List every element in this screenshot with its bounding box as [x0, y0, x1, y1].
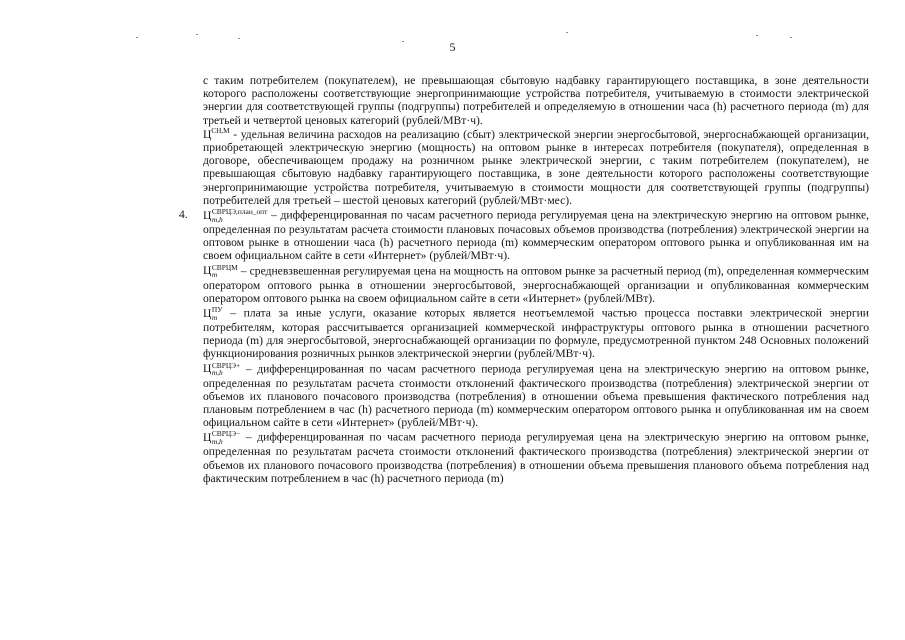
definition-svrce-minus	[203, 430, 869, 485]
definition-text: – средневзвешенная регулируемая цена на мощность на оптовом рынке за расчетный период (m), определенная коммерческим оператором оптового рынка в отношении энергосбытовой, энергоснабжающей организации и опубликованная коммерческим оператором оптового рынка на своем официальном сайте в сети «Интернет» (рублей/МВт).	[203, 264, 869, 305]
scan-speck	[196, 34, 198, 35]
page-number: 5	[449, 40, 456, 54]
definition-text: – дифференцированная по часам расчетного периода регулируемая цена на электрическую энергию на оптовом рынке, определенная по результатам расчета стоимости отклонений фактического производства (потребления) электрической энергии от объемов их планового почасового производства (потребления) в отношении объема превышения планового объема потребления над фактическим потреблением в час (h) расчетного периода (m)	[203, 430, 869, 485]
paragraph-text: с таким потребителем (покупателем), не превышающая сбытовую надбавку гарантирующего поставщика, в зоне деятельности которого расположены соответствующие энергопринимающие устройства потребителя, учитываемую в стоимости электрической энергии для соответствующей группы (подгруппы) потребителей и определяемую в отношении часа (h) расчетного периода (m) для третьей и четвертой ценовых категорий (рублей/МВт·ч).	[203, 74, 869, 127]
formula-symbol: Ц СВРЦЭ,план_опт m,h	[203, 207, 268, 224]
formula-symbol: $Ц^{СН,М}$	[203, 126, 230, 141]
definition-svrce-plus	[203, 362, 869, 430]
document-body	[179, 74, 869, 486]
definition-text: – плата за иные услуги, оказание которых является неотъемлемой частью процесса поставки электрической энергии потребителям, которая рассчитывается организацией коммерческой инфраструктуры оптового рынка в отношении расчетного периода (m) для энергосбытовой, энергоснабжающей организации по формуле, предусмотренной пунктом 248 Основных положений функционирования розничных рынков электрической энергии (рублей/МВт·ч).	[203, 306, 869, 361]
scan-speck	[238, 38, 240, 39]
scan-speck	[136, 37, 138, 38]
formula-symbol: Ц СВРЦМ m	[203, 262, 238, 280]
formula-symbol: Ц ПУ m	[203, 305, 223, 322]
definition-svrcm	[203, 264, 869, 305]
definition-pu	[203, 306, 869, 361]
scan-speck	[566, 32, 568, 33]
paragraph-continuation	[203, 74, 869, 127]
scan-speck	[790, 37, 792, 38]
definition-sn-m	[203, 128, 869, 207]
definition-text: – дифференцированная по часам расчетного периода регулируемая цена на электрическую энергию на оптовом рынке, определенная по результатам расчета стоимости отклонений фактического производства (потребления) электрической энергии от объемов их планового почасового производства (потребления) в отношении объема превышения фактического потребления над плановым потреблением в час (h) расчетного периода (m) коммерческим оператором оптового рынка и опубликованная им на своем официальном сайте в сети «Интернет» (рублей/МВт·ч).	[203, 362, 869, 430]
definition-text: – дифференцированная по часам расчетного периода регулируемая цена на электрическую энергию на оптовом рынке, определенная по результатам расчета стоимости плановых почасовых объемов производства (потребления) электрической энергии на оптовом рынке в отношении часа (h) расчетного периода (m) коммерческим оператором оптового рынка и опубликованная им на своем официальном сайте в сети «Интернет» (рублей/МВт·ч).	[203, 208, 869, 263]
formula-symbol: Ц СВРЦЭ+ m,h	[203, 360, 241, 378]
item-number: 4.	[179, 208, 188, 222]
definition-text: - удельная величина расходов на реализацию (сбыт) электрической энергии энергосбытовой, энергоснабжающей организации, приобретающей электрическую энергию (мощность) на оптовом рынке в интересах потребителя (покупателя), определенная в договоре, обеспечивающем продажу на розничном рынке электрической энергии, с таким потребителем (покупателем), не превышающая сбытовую надбавку гарантирующего поставщика, в зоне деятельности которого расположены соответствующие энергопринимающие устройства потребителя, учитываемую в стоимости мощности для соответствующей группы (подгруппы) потребителей для третьей – шестой ценовых категорий (рублей/МВт·мес).	[203, 127, 869, 207]
definition-item-4	[179, 207, 869, 263]
scan-speck	[756, 35, 758, 36]
formula-symbol: Ц СВРЦЭ− m,h	[203, 429, 241, 446]
